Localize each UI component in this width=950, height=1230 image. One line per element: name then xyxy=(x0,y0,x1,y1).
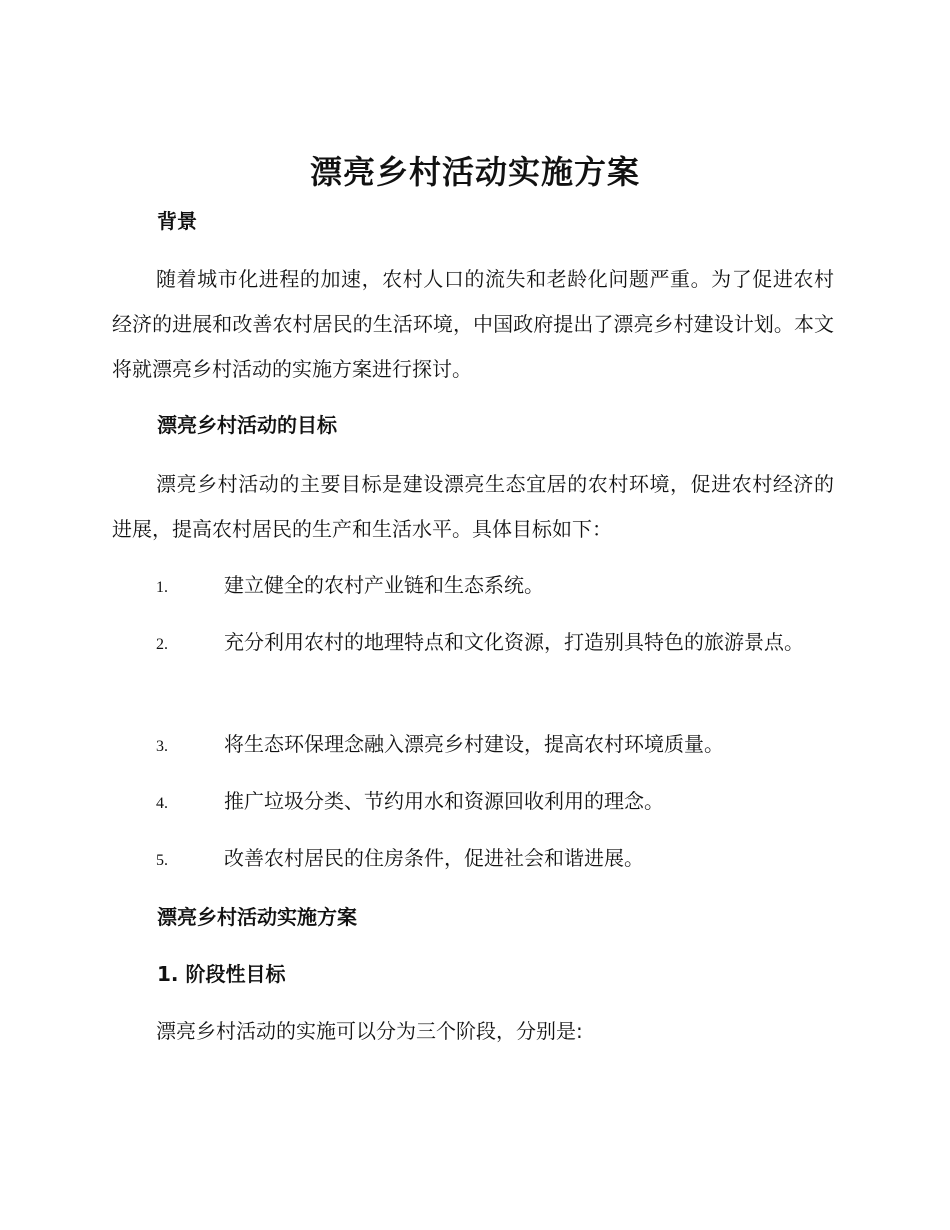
list-item-text: 改善农村居民的住房条件，促进社会和谐进展。 xyxy=(224,846,644,870)
list-item-number: 4. xyxy=(156,795,168,812)
plan-paragraph: 漂亮乡村活动的实施可以分为三个阶段，分别是: xyxy=(156,1019,583,1043)
list-item-text: 建立健全的农村产业链和生态系统。 xyxy=(224,573,544,597)
list-item-number: 1. xyxy=(156,579,168,596)
goal-list-item xyxy=(112,836,834,883)
list-item-text: 充分利用农村的地理特点和文化资源，打造别具特色的旅游景点。 xyxy=(224,630,804,654)
section-heading-plan: 漂亮乡村活动实施方案 xyxy=(157,905,357,929)
goal-list-item xyxy=(112,779,834,826)
document-title: 漂亮乡村活动实施方案 xyxy=(309,153,640,191)
background-paragraph: 随着城市化进程的加速，农村人口的流失和老龄化问题严重。为了促进农村经济的进展和改善农村居民的生活环境，中国政府提出了漂亮乡村建设计划。本文将就漂亮乡村活动的实施方案进行探讨。 xyxy=(112,267,834,381)
section-heading-goals: 漂亮乡村活动的目标 xyxy=(157,413,337,437)
list-item-number: 2. xyxy=(156,636,168,653)
goal-list-item xyxy=(112,620,834,667)
subsection-heading-stage-goals: 1. 阶段性目标 xyxy=(157,962,286,986)
goals-paragraph: 漂亮乡村活动的主要目标是建设漂亮生态宜居的农村环境，促进农村经济的进展，提高农村居民的生产和生活水平。具体目标如下： xyxy=(112,472,834,541)
goal-list-item xyxy=(112,722,834,769)
goal-list-item xyxy=(112,563,834,610)
list-item-text: 将生态环保理念融入漂亮乡村建设，提高农村环境质量。 xyxy=(224,732,724,756)
section-heading-background: 背景 xyxy=(157,209,197,233)
list-item-text: 推广垃圾分类、节约用水和资源回收利用的理念。 xyxy=(224,789,664,813)
list-item-number: 3. xyxy=(156,738,168,755)
list-item-number: 5. xyxy=(156,852,168,869)
